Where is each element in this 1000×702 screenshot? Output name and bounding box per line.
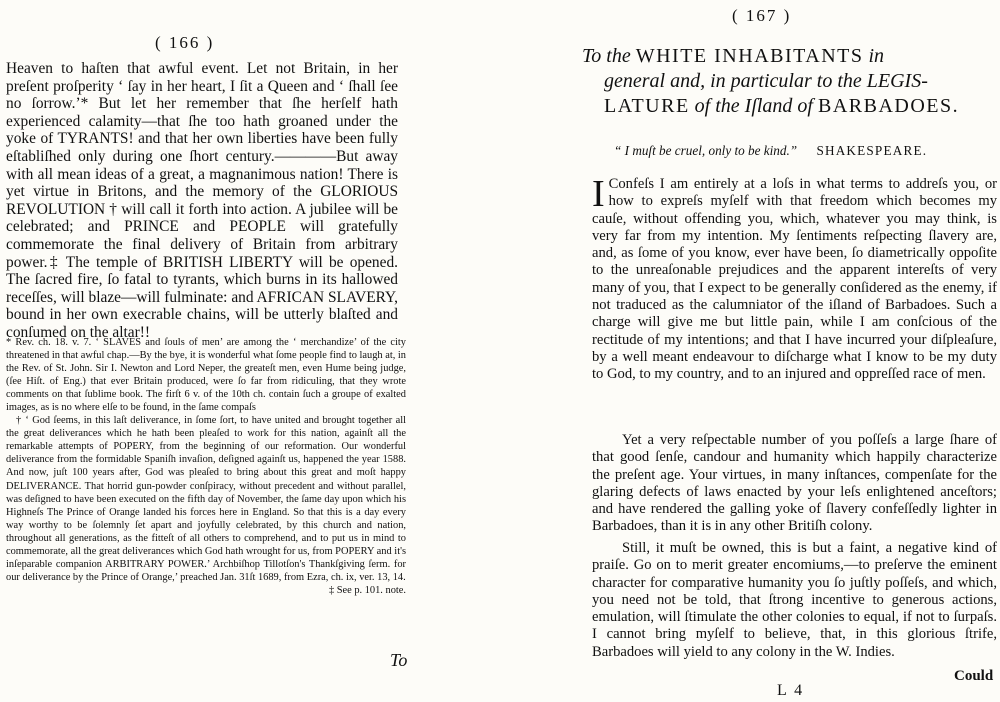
left-page — [0, 0, 478, 702]
catchword-right: Could — [954, 668, 994, 684]
page-title — [582, 44, 974, 119]
paragraph-1 — [592, 173, 997, 384]
page-number-left: ( 166 ) — [155, 33, 215, 52]
footnote-2: † ‘ God ſeems, in this laſt deliverance, in ſome ſort, to have united and brought together all the great deliverances which he hath been pleaſed to work for this nation, againſt all the remarkable attempts of POPERY, from the beginning of our reformation. Our wonderful deliverance from the formidable Spaniſh invaſion, deſigned againſt us, happened the year 1588. And now, juſt 100 years after, God was pleaſed to bring about this great and moſt happy DELIVERANCE. That horrid gun-powder conſpiracy, without precedent and without parallel, was deſigned to have been executed on the fifth day of November, the ſame day upon which his Highneſs The Prince of Orange landed his forces here in England. So that this is a day every way worthy to be ſolemnly ſet apart and joyfully celebrated, by this church and nation, throughout all generations, as the fitteſt of all others to comprehend, and to put us in mind to commemorate, all the great deliverances which God hath wrought for us, from POPERY and it's inſeparable companion ARBITRARY POWER.’ Archbiſhop Tillotſon's Thankſgiving ſerm. for our deliverance by the Prince of Orange,’ preached Jan. 31ſt 1689, from Ezra, ch. ix, ver. 13, 14. — [6, 415, 406, 583]
epigraph-author: SHAKESPEARE. — [816, 143, 928, 158]
book-gutter — [478, 0, 562, 702]
paragraph-2: Yet a very reſpectable number of you poſſeſs a large ſhare of that good ſenſe, candour and humanity which happily characterize the preſent age. Your virtues, in many inſtances, compenſate for the glaring defects of laws enacted by your leſs enlightened anceſtors; and have rendered the galling yoke of ſlavery confeſſedly lighter in Barbadoes, than it is in any other Britiſh colony. — [592, 432, 997, 535]
catchword-left: To — [390, 650, 408, 670]
drop-cap: I — [592, 173, 605, 215]
paragraph-3: Still, it muſt be owned, this is but a faint, a negative kind of praiſe. Go on to merit greater encomiums,—to preſerve the eminent character for comparative humanity you ſo juſtly poſſeſs, and which, you need not be told, that ſtrong incentive to generous actions, emulation, will ſtimulate the other colonies to equal, if not to ſurpaſs. I cannot bring myſelf to believe, that, in this glorious ſtrife, Barbadoes will yield to any colony in the W. Indies. — [592, 540, 997, 660]
footnotes — [6, 336, 406, 597]
title-legislature: LATURE — [604, 95, 690, 117]
title-barbadoes: BARBADOES. — [818, 95, 960, 117]
title-line-2: general and, in particular to the LEGIS- — [604, 70, 928, 92]
epigraph — [614, 143, 994, 159]
footnote-3: ‡ See p. 101. note. — [328, 584, 406, 596]
title-in: in — [868, 45, 885, 67]
left-body-text: Heaven to haſten that awful event. Let not Britain, in her preſent proſperity ‘ ſay in her heart, I ſit a Queen and ‘ ſhall ſee no ſorrow.’* But let her remember that ſhe herſelf hath experienced calamity—that ſhe too hath groaned under the yoke of TYRANTS! and that her own liberties have been fully eſtabliſhed only during one ſhort century.————But away with all mean ideas of a great, a magnanimous nation! There is yet virtue in Britons, and the memory of the GLORIOUS REVOLUTION † will call it forth into action. A jubilee will be celebrated; and PRINCE and PEOPLE will gratefully commemorate the final delivery of Britain from arbitrary power.‡ The temple of BRITISH LIBERTY will be opened. The ſacred fire, ſo fatal to tyrants, which burns in its hallowed receſſes, will blaze—will fulminate: and AFRICAN SLAVERY, bound in her own execrable chains, will be utterly blaſted and conſumed on the altar!! — [6, 60, 398, 341]
page-number-right: ( 167 ) — [732, 6, 792, 25]
title-to-the: To the — [582, 45, 631, 67]
right-page — [562, 0, 1000, 702]
footnote-1: * Rev. ch. 18. v. 7. ‘ SLAVES and ſouls of men’ are among the ‘ merchandize’ of the city threatened in that awful chap.—By the bye, it is wonderful what ſome people find to laugh at, in the Rev. of St. John. Sir I. Newton and Lord Neper, the greateſt men, even Hume being judge, (ſee Hiſt. of Eng.) that ever Britain produced, were ſo far from ridiculing, that they wrote comments on that ſublime book. The firſt 6 v. of the 10th ch. contain ſuch a groupe of exalted images, as is no where elſe to be found, in the ſame compaſs — [6, 337, 406, 414]
signature-mark: L 4 — [777, 682, 805, 699]
epigraph-quote: “ I muſt be cruel, only to be kind.” — [614, 143, 798, 158]
title-of-the-island: of the Iſland of — [694, 95, 813, 117]
paragraph-1-text: Confeſs I am entirely at a loſs in what terms to addreſs you, or how to expreſs myſelf with that freedom which becomes my cauſe, without offending you, which, whatever you may think, is very far from my intention. My ſentiments reſpecting ſlavery are, and, as ſome of you know, ever have been, ſo diametrically oppoſite to the unreaſonable prejudices and the apparent intereſts of very many of you, that I expect to be generally conſidered as the enemy, if not traduced as the calumniator of the iſland of Barbadoes. Such a charge will give me but little pain, while I am conſcious of the rectitude of my intentions; and that I have incurred your diſpleaſure, by a well meant endeavour to diſcharge what I know to be my duty to God, to my country, and to an injured and oppreſſed race of men. — [592, 176, 997, 383]
title-white-inhabitants: WHITE INHABITANTS — [635, 45, 864, 67]
